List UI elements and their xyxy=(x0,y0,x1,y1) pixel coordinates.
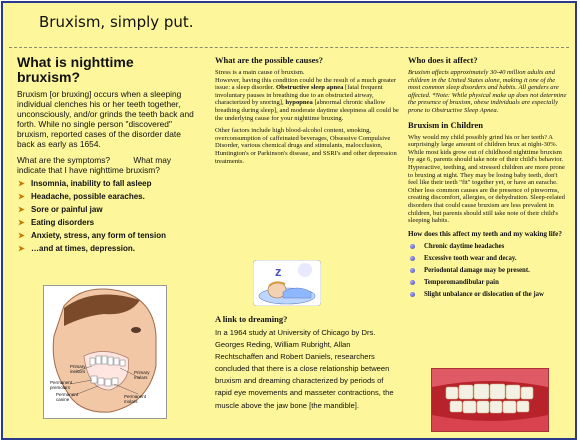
bullet-dot-icon xyxy=(410,292,415,297)
effects-list xyxy=(408,243,568,299)
jaw-label: Permanent canine xyxy=(56,392,79,402)
jaw-label: Permanent molars xyxy=(124,394,147,404)
symptoms-question: What are the symptoms? What may indicate that I have nighttime bruxism? xyxy=(17,155,174,175)
causes-heading: What are the possible causes? xyxy=(215,55,323,65)
affect-paragraph: Bruxism affects approximately 30-40 million adults and children in the United States alone, making it one of the most common sleep disorders and habits. All genders are affected. *Note: While physical make up does not determine the presence of bruxism, obese individuals are especially prone to Obstructive Sleep Apnea. xyxy=(408,69,567,114)
column-who xyxy=(408,55,568,303)
svg-text:z: z xyxy=(275,264,282,279)
causes-paragraph: Stress is a main cause of bruxism. However, having this condition could be the result of a much greater issue: a sleep disorder. Obstructive sleep apnea [fatal frequent involuntary pauses in breathing due to an obstructed airway, characterized by snoring], hypopnea [abnormal chronic shallow breathing during sleep], and moderate daytime sleepiness all could be the underlying cause for your nighttime bruxing. xyxy=(215,69,399,122)
page-title: Bruxism, simply put. xyxy=(39,13,194,31)
list-item: ➤ …and at times, depression. xyxy=(18,244,136,253)
effects-heading: How does this affect my teeth and my waking life? xyxy=(408,229,562,238)
who-heading: Who does it affect? xyxy=(408,55,478,65)
list-item: Slight unbalance or dislocation of the jaw xyxy=(408,291,568,299)
jaw-anatomy-illustration xyxy=(43,285,167,419)
list-item: Temporomandibular pain xyxy=(408,279,568,287)
chicago-study-paragraph: In a 1964 study at University of Chicago by Drs. Georges Reding, William Rubright, Allan Rechtschaffen and Robert Daniels, researchers concluded that there is a close relationship between bruxism and dreaming characterized by periods of rapid eye movements and masseter contractions, the muscle above the jaw bone [the mandible]. xyxy=(215,328,394,410)
arrow-bullet-icon: ➤ xyxy=(18,231,25,240)
jaw-label: Primary molars xyxy=(134,370,150,380)
children-heading: Bruxism in Children xyxy=(408,119,483,130)
sleeping-child-clipart xyxy=(253,260,321,306)
arrow-bullet-icon: ➤ xyxy=(18,179,25,188)
sleeping-baby-icon xyxy=(253,260,321,306)
arrow-bullet-icon: ➤ xyxy=(18,192,25,201)
children-paragraph: Why would my child possibly grind his or her teeth? A surprisingly large amount of children brux at night-30%. While most kids grow out of childhood nighttime bruxism by age 6, parents should take note of their child's behavior. Hyperactive, teething, and stressed children are more prone to bruxing at night. They may be losing baby teeth, don't feel like their teeth "fit" together yet, or have an earache. Other less common causes are the presence of pinworms, creating discomfort, allergies, or dehydration. Sleep-related disorders that could cause bruxism are less prevalent in children, but parents should still take note of their child's sleeping habits. xyxy=(408,133,565,225)
symptoms-list xyxy=(17,179,197,254)
other-factors-paragraph: Other factors include high blood-alcohol content, smoking, overconsumption of caffeinated beverages, Obsessive Compulsive Disorder, various chemical drugs and stimulants, malocclusion, Huntington's or Parkinson's disease, and SSRI's and other depression treatments. xyxy=(215,127,397,165)
list-item: ➤ Eating disorders xyxy=(18,218,95,227)
jaw-label: Primary incisors xyxy=(70,364,86,374)
bullet-dot-icon xyxy=(410,280,415,285)
brochure-page xyxy=(1,1,577,440)
dreaming-heading: A link to dreaming? xyxy=(215,314,288,324)
list-item: ➤ Insomnia, inability to fall asleep xyxy=(18,179,152,188)
list-item: Excessive tooth wear and decay. xyxy=(408,255,568,263)
list-item: ➤ Headache, possible earaches. xyxy=(18,192,145,201)
what-is-heading: What is nighttime bruxism? xyxy=(17,54,134,85)
list-item: Periodontal damage may be present. xyxy=(408,267,568,275)
list-item: ➤ Sore or painful jaw xyxy=(18,205,103,214)
teeth-photo-icon xyxy=(432,369,548,431)
column-causes xyxy=(215,55,399,170)
bullet-dot-icon xyxy=(410,244,415,249)
arrow-bullet-icon: ➤ xyxy=(18,244,25,253)
bullet-dot-icon xyxy=(410,256,415,261)
header-divider xyxy=(9,47,569,48)
bullet-dot-icon xyxy=(410,268,415,273)
arrow-bullet-icon: ➤ xyxy=(18,218,25,227)
list-item: ➤ Anxiety, stress, any form of tension xyxy=(18,231,166,240)
intro-paragraph: Bruxism [or bruxing] occurs when a sleeping individual clenches his or her teeth together, unconsciously, and/or grinds the teeth back and forth. While no single person "discovered" bruxism, reported cases of the disorder date back as early as 1654. xyxy=(17,89,194,149)
column-what-is xyxy=(17,55,197,257)
arrow-bullet-icon: ➤ xyxy=(18,205,25,214)
jaw-label: Permanent premolars xyxy=(50,380,73,390)
list-item: Chronic daytime headaches xyxy=(408,243,568,251)
worn-teeth-photo xyxy=(431,368,549,432)
